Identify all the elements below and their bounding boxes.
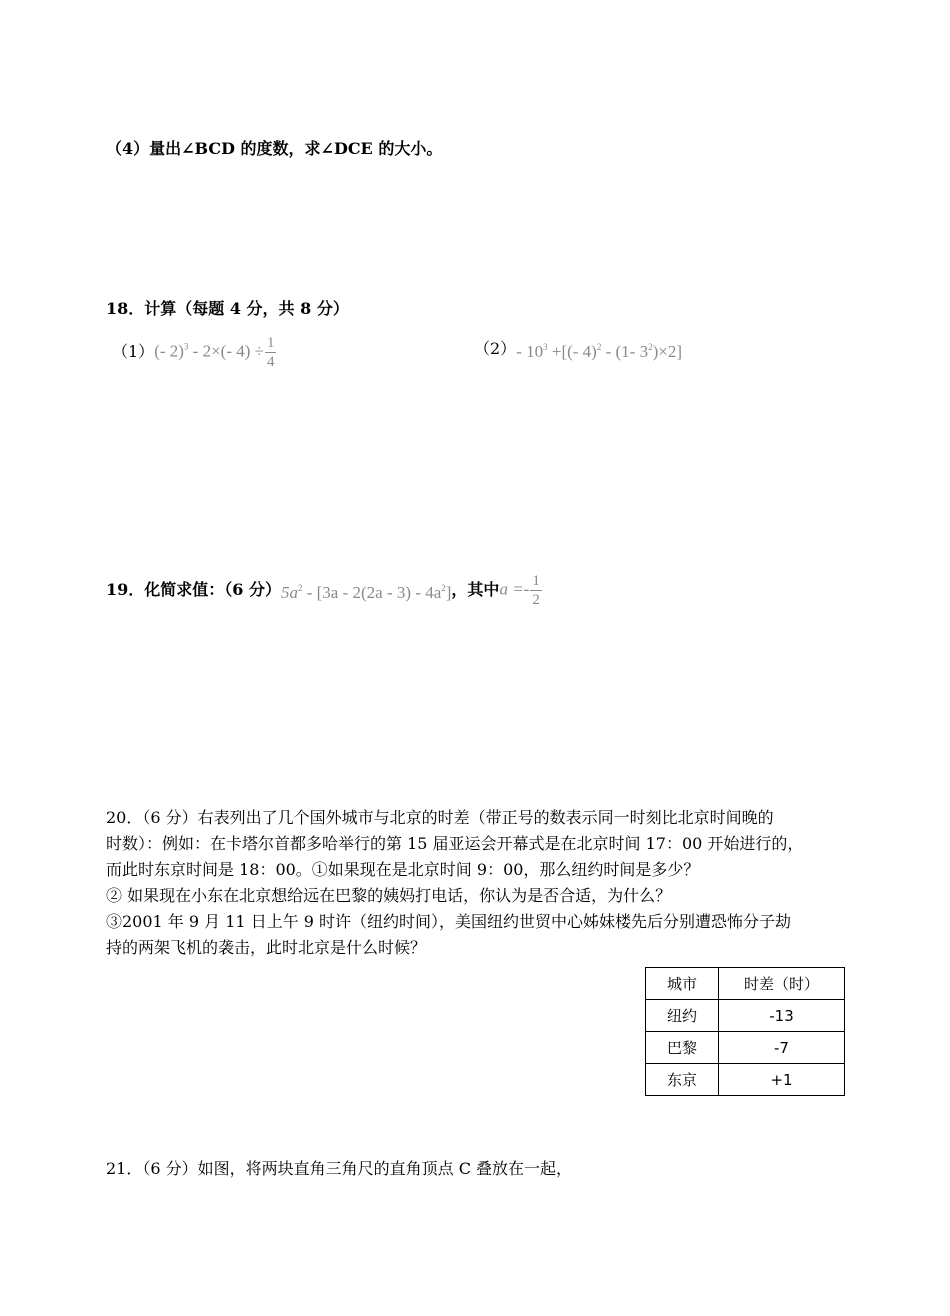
- q18-p2-expr-b: +[(- 4): [547, 341, 597, 361]
- q19-fraction: [530, 572, 542, 609]
- table-cell-diff: +1: [719, 1064, 845, 1096]
- q18-p2-exp-c: 2: [648, 341, 653, 352]
- time-difference-table: [645, 967, 845, 1096]
- q18-p1-fraction: [265, 334, 277, 371]
- q19: [106, 570, 543, 610]
- table-cell-diff: -13: [719, 1000, 845, 1032]
- q20-line: 20．（6 分）右表列出了几个国外城市与北京的时差（带正号的数表示同一时刻比北京时间晚的: [106, 808, 774, 827]
- q19-frac-num: 1: [532, 572, 540, 589]
- q19-expression: [281, 579, 451, 602]
- q21-text: 21．（6 分）如图，将两块直角三角尺的直角顶点 C 叠放在一起，: [106, 1159, 573, 1178]
- q18-part2-label: （2）: [474, 339, 517, 358]
- table-header-cell: 时差（时）: [719, 968, 845, 1000]
- q18-title: 18．计算（每题 4 分，共 8 分）: [106, 299, 349, 318]
- table-cell-city: 巴黎: [646, 1032, 719, 1064]
- q20-line: ③2001 年 9 月 11 日上午 9 时许（纽约时间），美国纽约世贸中心姊妹楼先后分别遭恐怖分子劫: [106, 912, 792, 931]
- q19-value: [499, 572, 542, 609]
- q18-p2-expr-a: - 10: [516, 341, 544, 361]
- q19-where: ，其中: [451, 580, 500, 599]
- table-cell-city: 东京: [646, 1064, 719, 1096]
- q18-p2-exp-b: 2: [596, 341, 602, 352]
- q19-expr-a: 5a: [280, 582, 298, 602]
- q18-part1-label: （1）: [112, 342, 155, 361]
- q19-frac-den: 2: [532, 591, 540, 608]
- q19-exp-a: 2: [297, 582, 303, 593]
- q18-part1: [112, 332, 277, 372]
- table-row: [646, 1064, 845, 1096]
- q18-part2-expression: [516, 338, 682, 361]
- q20-line: 持的两架飞机的袭击，此时北京是什么时候？: [106, 938, 427, 957]
- q19-val-prefix: a =-: [499, 578, 530, 598]
- q19-expr-c: ]: [445, 582, 452, 602]
- q19-exp-b: 2: [441, 582, 446, 593]
- q18-part1-expression: [154, 334, 277, 371]
- q18-p2-expr-c: - (1- 3: [601, 341, 649, 361]
- q20-line: 而此时东京时间是 18：00。①如果现在是北京时间 9：00，那么纽约时间是多少？: [106, 860, 700, 879]
- q18-part2: [474, 338, 682, 360]
- q18-p1-expr-a: (- 2): [154, 340, 184, 360]
- q17-part4-text: （4）量出∠BCD 的度数，求∠DCE 的大小。: [106, 139, 443, 158]
- q18-p1-expr-b: - 2×(- 4) ÷: [188, 340, 264, 360]
- table-row: [646, 1000, 845, 1032]
- table-cell-city: 纽约: [646, 1000, 719, 1032]
- q19-expr-b: - [3a - 2(2a - 3) - 4a: [302, 582, 442, 602]
- q20-line: ② 如果现在小东在北京想给远在巴黎的姨妈打电话，你认为是否合适，为什么？: [106, 886, 672, 905]
- q18-p2-expr-d: )×2]: [652, 341, 682, 361]
- table-cell-diff: -7: [719, 1032, 845, 1064]
- table-header-cell: 城市: [646, 968, 719, 1000]
- q18-p1-frac-den: 4: [266, 353, 275, 370]
- table-header-row: [646, 968, 845, 1000]
- q18-p1-frac-num: 1: [266, 334, 275, 351]
- q20-paragraph: [106, 805, 803, 961]
- q20-line: 时数）：例如：在卡塔尔首都多哈举行的第 15 届亚运会开幕式是在北京时间 17：00 开始进行的，: [106, 834, 804, 853]
- q18-p2-exp-a: 3: [543, 341, 548, 352]
- table-row: [646, 1032, 845, 1064]
- q19-title: 19．化简求值：（6 分）: [106, 580, 281, 599]
- q18-p1-exp-a: 3: [183, 340, 189, 351]
